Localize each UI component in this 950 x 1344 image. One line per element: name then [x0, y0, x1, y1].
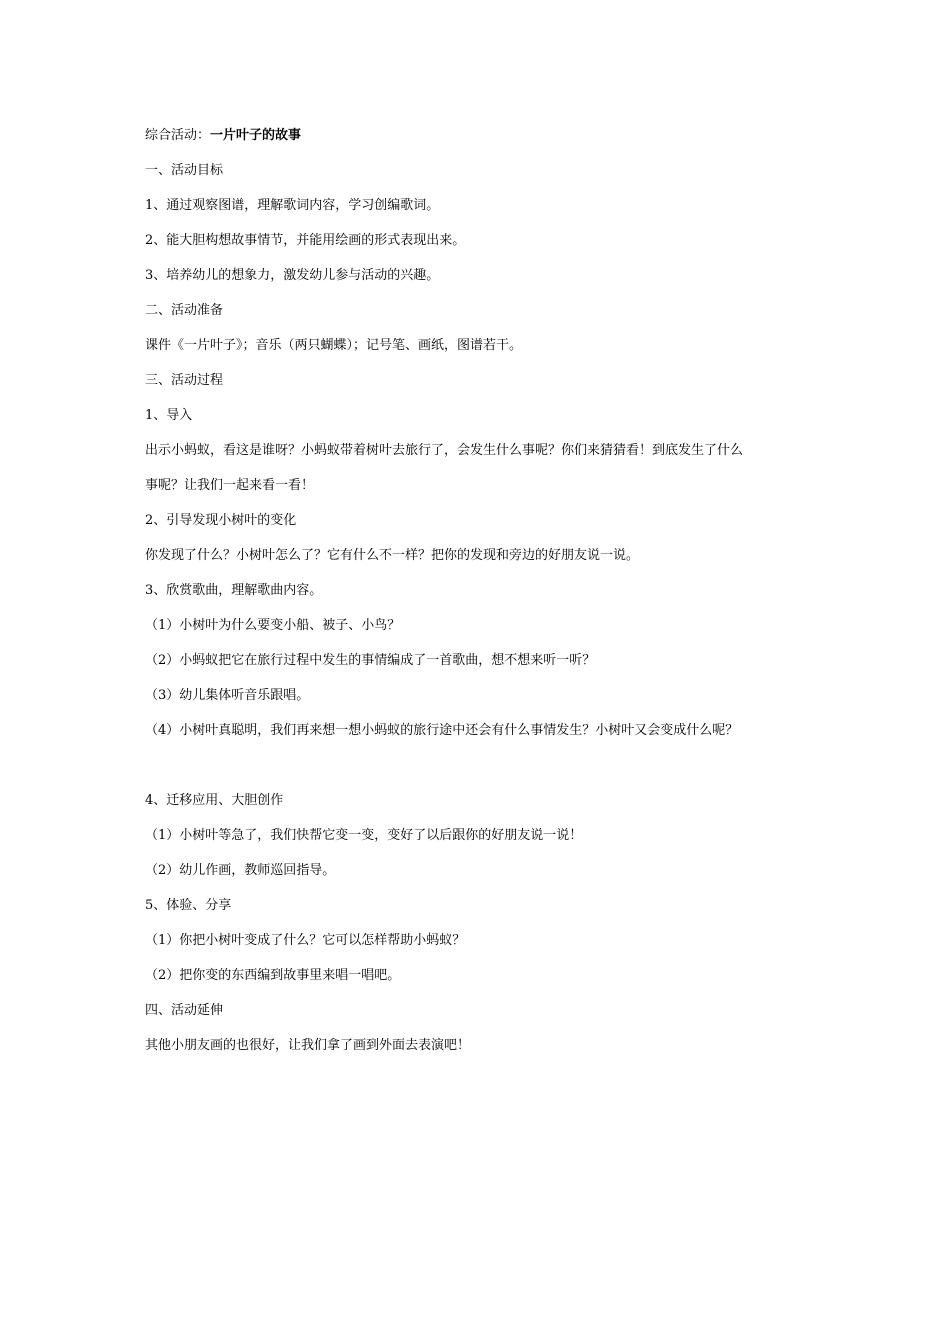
document-body [145, 127, 825, 1072]
section-heading-preparation: 二、活动准备 [145, 303, 224, 318]
step-text: 出示小蚂蚁，看这是谁呀？小蚂蚁带着树叶去旅行了，会发生什么事呢？你们来猜猜看！到底发生了什么 [145, 443, 744, 458]
section-heading-extension: 四、活动延伸 [145, 1003, 224, 1018]
step-sub-item: （2）幼儿作画，教师巡回指导。 [145, 863, 336, 878]
blank-line [145, 757, 825, 792]
step-text: 事呢？让我们一起来看一看！ [145, 478, 315, 493]
goal-item: 1、通过观察图谱，理解歌词内容，学习创编歌词。 [145, 198, 440, 213]
goal-item: 2、能大胆构想故事情节，并能用绘画的形式表现出来。 [145, 233, 466, 248]
section-heading-process: 三、活动过程 [145, 373, 224, 388]
step-text: 你发现了什么？小树叶怎么了？它有什么不一样？把你的发现和旁边的好朋友说一说。 [145, 548, 640, 563]
step-sub-item: （3）幼儿集体听音乐跟唱。 [145, 688, 310, 703]
step-sub-item: （2）把你变的东西编到故事里来唱一唱吧。 [145, 968, 401, 983]
step-sub-item: （1）小树叶为什么要变小船、被子、小鸟？ [145, 618, 401, 633]
preparation-text: 课件《一片叶子》；音乐（两只蝴蝶）；记号笔、画纸，图谱若干。 [145, 338, 523, 353]
step-heading: 3、欣赏歌曲，理解歌曲内容。 [145, 583, 323, 598]
extension-text: 其他小朋友画的也很好，让我们拿了画到外面去表演吧！ [145, 1038, 471, 1053]
title-prefix: 综合活动： [145, 128, 211, 143]
section-heading-goals: 一、活动目标 [145, 163, 224, 178]
title-main: 一片叶子的故事 [210, 128, 302, 143]
step-sub-item: （1）小树叶等急了，我们快帮它变一变，变好了以后跟你的好朋友说一说！ [145, 828, 583, 843]
step-heading: 1、导入 [145, 408, 193, 423]
document-title [145, 127, 825, 145]
step-sub-item: （2）小蚂蚁把它在旅行过程中发生的事情编成了一首歌曲，想不想来听一听？ [145, 653, 596, 668]
step-sub-item: （4）小树叶真聪明，我们再来想一想小蚂蚁的旅行途中还会有什么事情发生？小树叶又会变成什么呢？ [145, 723, 739, 738]
step-sub-item: （1）你把小树叶变成了什么？它可以怎样帮助小蚂蚁？ [145, 933, 466, 948]
step-heading: 5、体验、分享 [145, 898, 232, 913]
step-heading: 4、迁移应用、大胆创作 [145, 793, 284, 808]
goal-item: 3、培养幼儿的想象力，激发幼儿参与活动的兴趣。 [145, 268, 440, 283]
step-heading: 2、引导发现小树叶的变化 [145, 513, 297, 528]
